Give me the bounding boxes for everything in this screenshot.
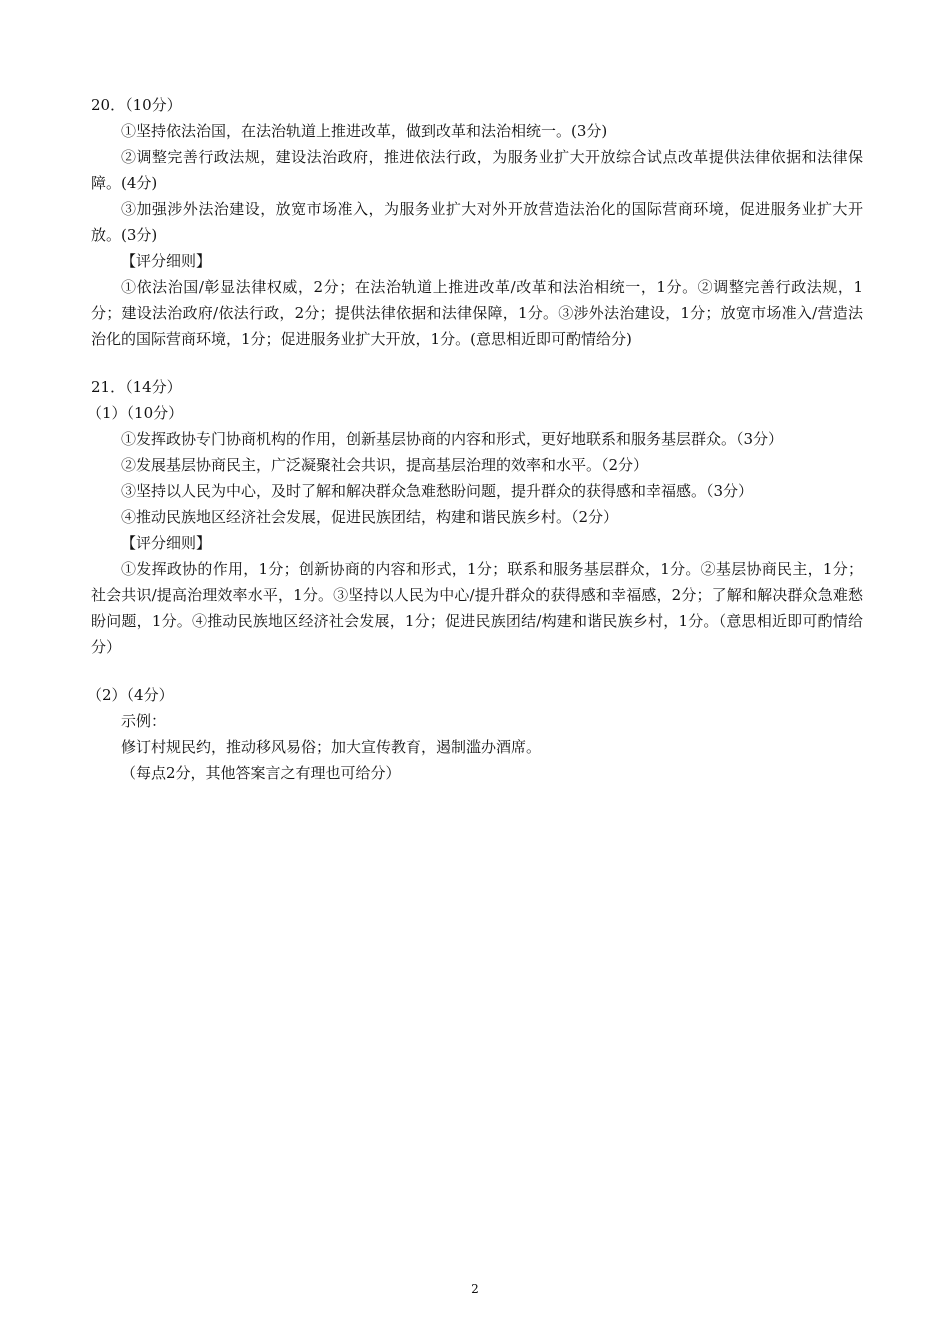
question-21-part-2-example-label: 示例： <box>121 712 167 730</box>
question-21-part-2-heading: （2）（4分） <box>87 686 174 704</box>
question-20-heading: 20．（10分） <box>91 96 182 114</box>
question-20-rules-text: ①依法治国/彰显法律权威，2分；在法治轨道上推进改革/改革和法治相统一，1分。②调整完善行政法规，1分；建设法治政府/依法行政，2分；提供法律依据和法律保障，1分。③涉外法治建设，1分；放宽市场准入/营造法治化的国际营商环境，1分；促进服务业扩大开放，1分。(意思相近即可酌情给分) <box>91 278 863 348</box>
question-21-part-1-rules-text: ①发挥政协的作用，1分；创新协商的内容和形式，1分；联系和服务基层群众，1分。②基层协商民主，1分；社会共识/提高治理效率水平，1分。③坚持以人民为中心/提升群众的获得感和幸福感，2分；了解和解决群众急难愁盼问题，1分。④推动民族地区经济社会发展，1分；促进民族团结/构建和谐民族乡村，1分。（意思相近即可酌情给分） <box>91 560 863 656</box>
question-20-rules-title: 【评分细则】 <box>121 252 212 270</box>
question-20-answer-1: ①坚持依法治国，在法治轨道上推进改革，做到改革和法治相统一。(3分) <box>121 122 608 140</box>
question-20-answer-2: ②调整完善行政法规，建设法治政府，推进依法行政，为服务业扩大开放综合试点改革提供法律依据和法律保障。(4分) <box>91 148 863 192</box>
section-gap <box>91 660 863 682</box>
question-21-part-2-note: （每点2分，其他答案言之有理也可给分） <box>121 764 401 782</box>
question-21-part-1-answer-1: ①发挥政协专门协商机构的作用，创新基层协商的内容和形式，更好地联系和服务基层群众。（3分） <box>121 430 784 448</box>
question-21-part-1-answer-4: ④推动民族地区经济社会发展，促进民族团结，构建和谐民族乡村。（2分） <box>121 508 619 526</box>
page-number: 2 <box>471 1282 479 1296</box>
question-20 <box>91 92 863 352</box>
question-21-part-1-answer-2: ②发展基层协商民主，广泛凝聚社会共识，提高基层治理的效率和水平。（2分） <box>121 456 649 474</box>
answer-document <box>87 92 863 786</box>
question-20-answer-3: ③加强涉外法治建设，放宽市场准入，为服务业扩大对外开放营造法治化的国际营商环境，促进服务业扩大开放。(3分) <box>91 200 863 244</box>
question-21-part-1-rules-title: 【评分细则】 <box>121 534 212 552</box>
section-gap <box>91 352 863 374</box>
question-21-heading: 21．（14分） <box>91 378 182 396</box>
question-21-part-1-heading: （1）（10分） <box>87 404 184 422</box>
question-21-part-2-example: 修订村规民约，推动移风易俗；加大宣传教育，遏制滥办酒席。 <box>121 738 542 756</box>
question-21 <box>87 374 863 786</box>
question-21-part-1-answer-3: ③坚持以人民为中心，及时了解和解决群众急难愁盼问题，提升群众的获得感和幸福感。（3分） <box>121 482 754 500</box>
